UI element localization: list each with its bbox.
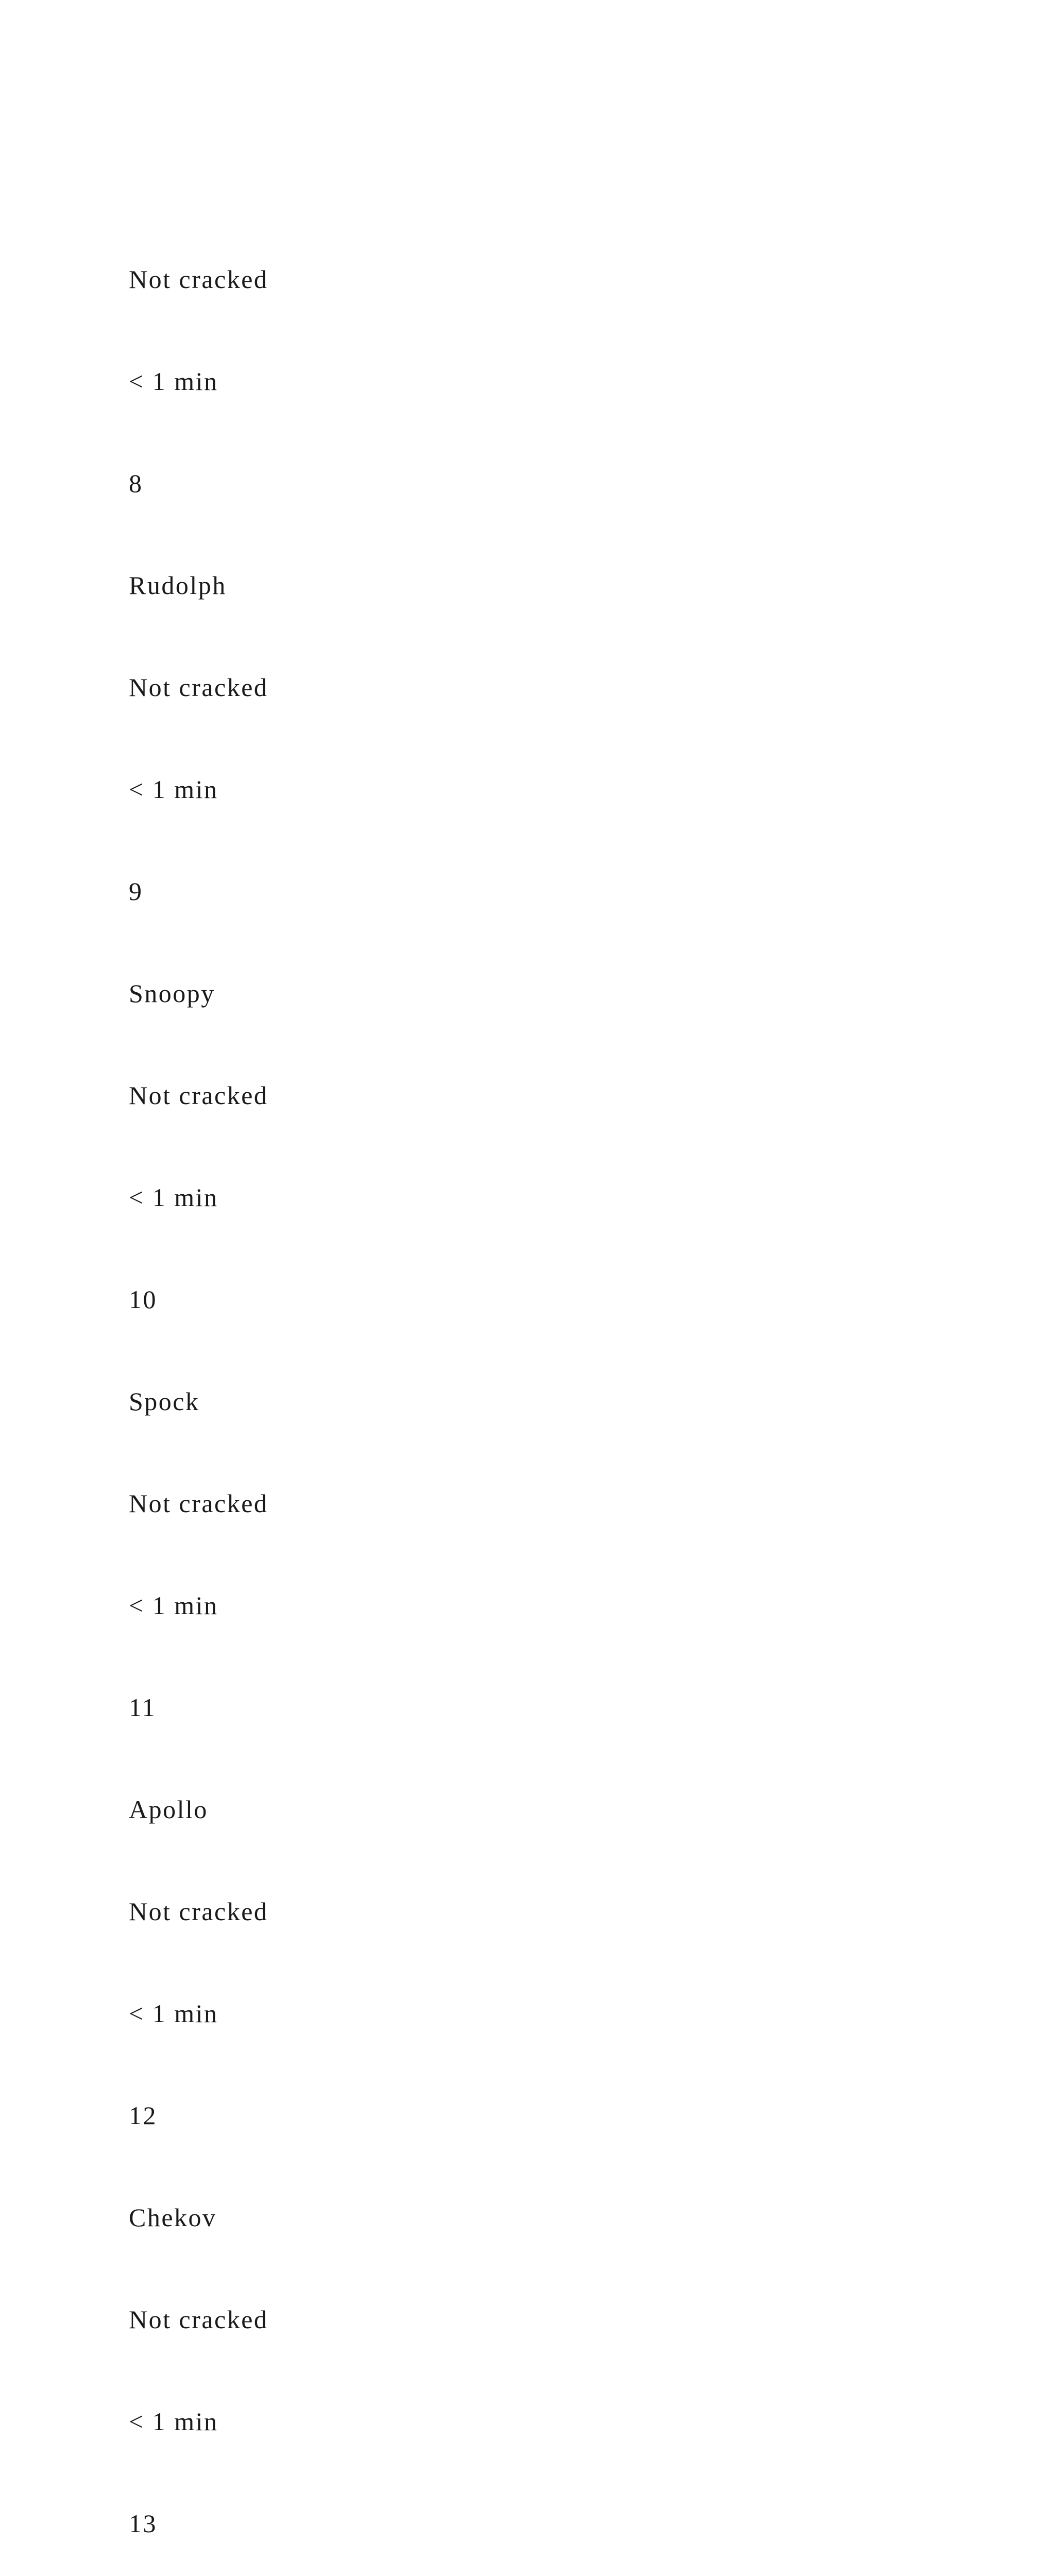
table-cell: 10 — [129, 1285, 157, 1314]
table-cell: Snoopy — [129, 979, 215, 1008]
table-cell: Not cracked — [129, 1897, 268, 1926]
table-cell: < 1 min — [129, 775, 218, 804]
table-cell: < 1 min — [129, 1183, 218, 1212]
table-cell: < 1 min — [129, 1999, 218, 2028]
table-cell: < 1 min — [129, 2407, 218, 2436]
table-cell: < 1 min — [129, 1591, 218, 1620]
table-cell: 11 — [129, 1693, 157, 1722]
table-cell: Spock — [129, 1387, 200, 1416]
results-table-continued — [129, 194, 1005, 2576]
table-cell: Rudolph — [129, 571, 227, 600]
table-cell: 13 — [129, 2509, 157, 2538]
table-cell: Not cracked — [129, 1489, 268, 1518]
table-cell: 12 — [129, 2101, 157, 2130]
document-body — [129, 126, 1005, 2576]
table-cell: 8 — [129, 469, 143, 498]
table-cell: Not cracked — [129, 673, 268, 702]
table-cell: Not cracked — [129, 265, 268, 294]
table-cell: Not cracked — [129, 1081, 268, 1110]
table-cell: Not cracked — [129, 2305, 268, 2334]
table-cell: Chekov — [129, 2203, 217, 2232]
table-cell: Apollo — [129, 1795, 208, 1824]
table-cell: < 1 min — [129, 367, 218, 396]
table-cell: 9 — [129, 877, 143, 906]
